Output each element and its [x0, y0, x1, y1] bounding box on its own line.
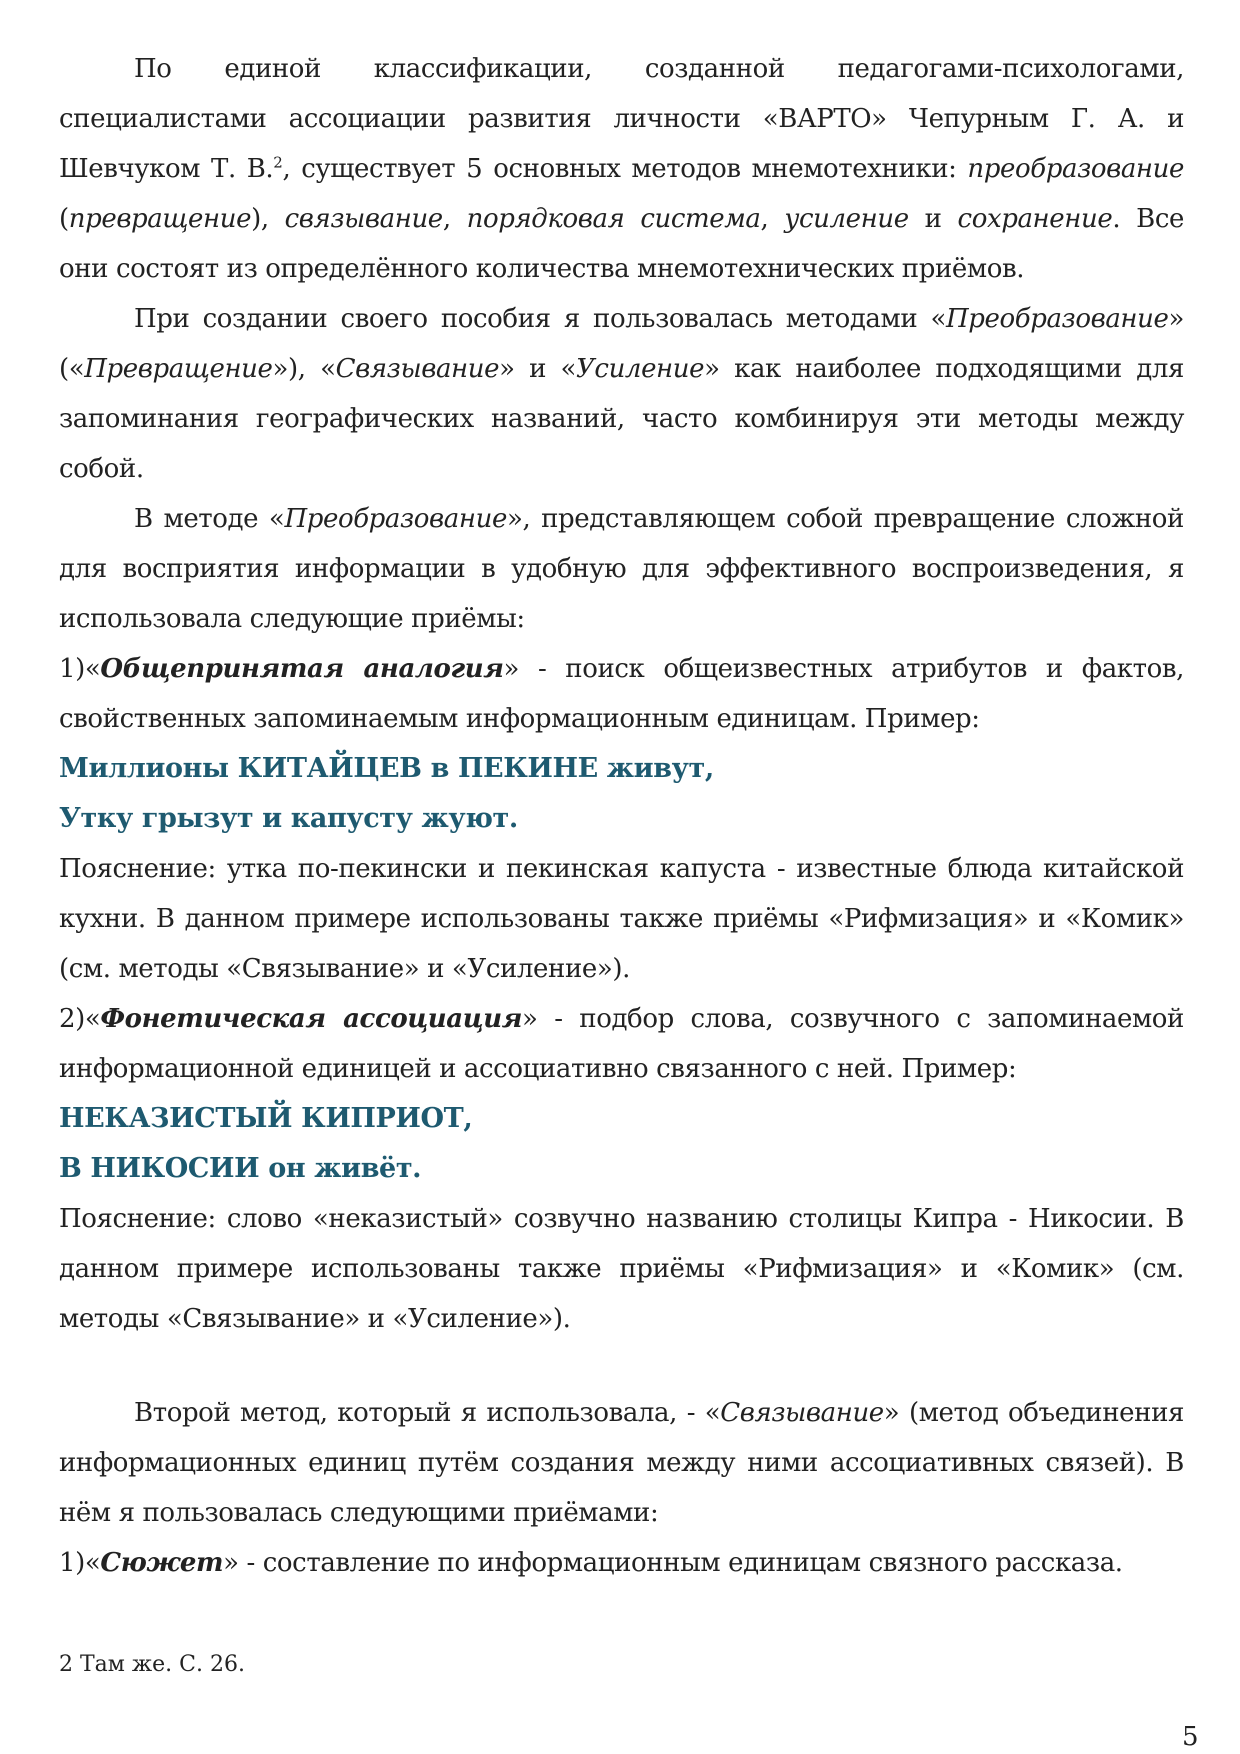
text: В методе « [134, 504, 285, 534]
footnote-ref: 2 [273, 153, 283, 172]
technique-description: » - подбор слова, созвучного с запоминаемой информационной единицей и ассоциативно связанного с ней. Пример: [59, 1004, 1184, 1084]
paragraph-transformation-method [59, 494, 1184, 644]
text: » (метод объединения информационных единиц путём создания между ними ассоциативных связей). В нём я пользовалась следующими приёмами: [59, 1398, 1184, 1528]
method-name: порядковая система [466, 204, 761, 234]
text: , [760, 204, 785, 234]
method-name: Усиление [576, 354, 705, 384]
method-name: сохранение [957, 204, 1113, 234]
paragraph-gap [59, 1344, 1184, 1388]
technique-name: Сюжет [100, 1548, 224, 1578]
explanation: Пояснение: утка по-пекински и пекинская капуста - известные блюда китайской кухни. В данном примере использованы также приёмы «Рифмизация» и «Комик» (см. методы «Связывание» и «Усиление»). [59, 854, 1184, 984]
paragraph-classification [59, 44, 1184, 294]
page-number: 5 [1182, 1722, 1199, 1752]
technique-name: Фонетическая ассоциация [100, 1004, 523, 1034]
method-name: преобразование [967, 154, 1184, 184]
text: »), « [272, 354, 336, 384]
text: », представляющем собой превращение сложной для восприятия информации в удобную для эффективного воспроизведения, я использовала следующие приёмы: [59, 504, 1184, 634]
text: ( [59, 204, 69, 234]
paragraph-methods-used [59, 294, 1184, 494]
text: . Все они состоят из определённого количества мнемотехнических приёмов. [59, 204, 1184, 284]
method-name: Связывание [720, 1398, 884, 1428]
technique-number: 1)« [59, 654, 101, 684]
example-rhyme-line: Миллионы КИТАЙЦЕВ в ПЕКИНЕ живут, [59, 753, 714, 784]
technique-number: 2)« [59, 1004, 101, 1034]
explanation: Пояснение: слово «неказистый» созвучно названию столицы Кипра - Никосии. В данном примере использованы также приёмы «Рифмизация» и «Комик» (см. методы «Связывание» и «Усиление»). [59, 1204, 1184, 1334]
technique-number: 1)« [59, 1548, 101, 1578]
method-name: Связывание [335, 354, 500, 384]
technique-plot [59, 1538, 1184, 1588]
text: » как наиболее подходящими для запоминания географических названий, часто комбинируя эти методы между собой. [59, 354, 1184, 484]
technique-description: » - поиск общеизвестных атрибутов и фактов, свойственных запоминаемым информационным единицам. Пример: [59, 654, 1184, 734]
paragraph-linking-method [59, 1388, 1184, 1538]
text: » и « [499, 354, 577, 384]
text: По единой классификации, созданной педагогами-психологами, специалистами ассоциации развития личности «ВАРТО» Чепурным Г. А. и Шевчуком Т. В. [59, 54, 1184, 184]
method-name: усиление [784, 204, 909, 234]
text: При создании своего пособия я пользовалась методами « [134, 304, 946, 334]
text: и [908, 204, 958, 234]
method-name: превращение [68, 204, 252, 234]
method-name: Преобразование [284, 504, 507, 534]
example-rhyme-line: НЕКАЗИСТЫЙ КИПРИОТ, [59, 1103, 473, 1134]
technique-description: » - составление по информационным единицам связного рассказа. [223, 1548, 1123, 1578]
text: , [442, 204, 467, 234]
technique-common-analogy [59, 644, 1184, 744]
technique-name: Общепринятая аналогия [100, 654, 504, 684]
page-body [59, 44, 1184, 1588]
text: Второй метод, который я использовала, - « [134, 1398, 721, 1428]
text: ), [251, 204, 285, 234]
footnote: 2 Там же. С. 26. [59, 1652, 245, 1677]
example-rhyme-line: В НИКОСИИ он живёт. [59, 1153, 422, 1184]
method-name: связывание [284, 204, 443, 234]
technique-phonetic-association [59, 994, 1184, 1094]
method-name: Превращение [84, 354, 273, 384]
text: » (« [59, 304, 1184, 384]
text: , существует 5 основных методов мнемотехники: [282, 154, 968, 184]
method-name: Преобразование [945, 304, 1169, 334]
example-rhyme-line: Утку грызут и капусту жуют. [59, 803, 518, 834]
